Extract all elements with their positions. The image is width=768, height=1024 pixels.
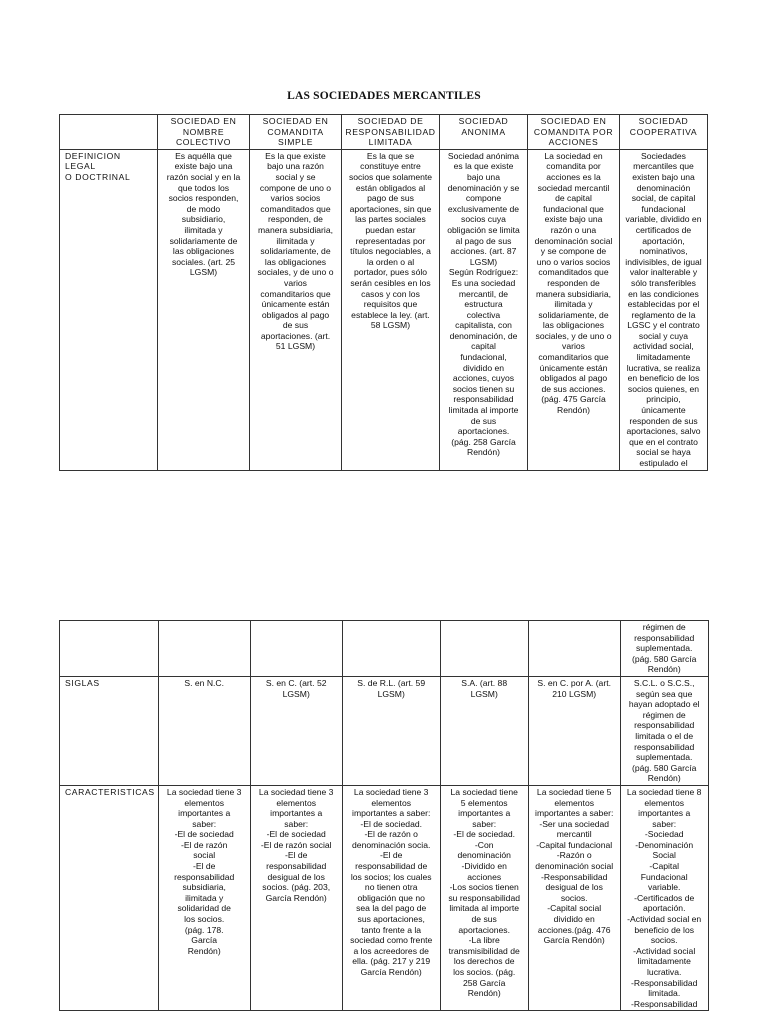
header-row bbox=[60, 115, 708, 150]
header-comandita-acciones: SOCIEDAD EN COMANDITA POR ACCIONES bbox=[528, 115, 620, 150]
table-cell: S. en C. por A. (art. 210 LGSM) bbox=[528, 676, 620, 785]
table-row bbox=[60, 676, 709, 785]
table-cell: régimen de responsabilidad suplementada. (pág. 580 García Rendón) bbox=[620, 621, 708, 677]
table-cell: Sociedades mercantiles que existen bajo una denominación social, de capital fundacional variable, dividido en certificados de aportación, nominativos, indivisibles, de igual valor inalterable y sólo transferibles en las condiciones establecidas por el reglamento de la LGSC y el contrato social y cuya actividad social, limitadamente lucrativa, se realiza en beneficio de los socios quienes, en principio, únicamente responden de sus aportaciones, salvo que en el contrato social se haya estipulado el bbox=[620, 149, 708, 470]
table-cell bbox=[250, 621, 342, 677]
header-cooperativa: SOCIEDAD COOPERATIVA bbox=[620, 115, 708, 150]
table-cell: S. de R.L. (art. 59 LGSM) bbox=[342, 676, 440, 785]
header-anonima: SOCIEDAD ANONIMA bbox=[440, 115, 528, 150]
table-cell: La sociedad tiene 3 elementos importantes a saber: -El de sociedad -El de razón social -El de responsabilidad desigual de los socios. (pág. 203, García Rendón) bbox=[250, 785, 342, 1010]
table-cell bbox=[440, 621, 528, 677]
comparison-table-part-1 bbox=[59, 114, 708, 471]
table-cell: La sociedad tiene 3 elementos importantes a saber: -El de sociedad. -El de razón o denominación socia. -El de responsabilidad de los socios; los cuales no tienen otra obligación que no sea la del pago de sus aportaciones, tanto frente a la sociedad como frente a los acreedores de ella. (pág. 217 y 219 García Rendón) bbox=[342, 785, 440, 1010]
table-cell: La sociedad tiene 5 elementos importantes a saber: -El de sociedad. -Con denominación -Dividido en acciones -Los socios tienen su responsabilidad limitada al importe de sus aportaciones. -La libre transmisibilidad de los derechos de los socios. (pág. 258 García Rendón) bbox=[440, 785, 528, 1010]
table-cell: Es la que se constituye entre socios que solamente están obligados al pago de sus aportaciones, sin que las partes sociales puedan estar representadas por títulos negociables, a la orden o al portador, pues sólo serán cesibles en los casos y con los requisitos que establece la ley. (art. 58 LGSM) bbox=[342, 149, 440, 470]
table-row bbox=[60, 785, 709, 1010]
table-cell: La sociedad tiene 8 elementos importantes a saber: -Sociedad -Denominación Social -Capital Fundacional variable. -Certificados de aportación. -Actividad social en beneficio de los socios. -Actividad social limitadamente lucrativa. -Responsabilidad limitada. -Responsabilidad bbox=[620, 785, 708, 1010]
table-cell: La sociedad en comandita por acciones es la sociedad mercantil de capital fundacional que existe bajo una razón o una denominación social y se compone de uno o varios socios comanditados que responden de manera subsidiaria, ilimitada y solidariamente, de las obligaciones sociales, y de uno o varios comanditarios que únicamente están obligados al pago de sus acciones. (pág. 475 García Rendón) bbox=[528, 149, 620, 470]
table-cell: S. en N.C. bbox=[158, 676, 250, 785]
header-comandita-simple: SOCIEDAD EN COMANDITA SIMPLE bbox=[250, 115, 342, 150]
table-cell: S.C.L. o S.C.S., según sea que hayan adoptado el régimen de responsabilidad limitada o el de responsabilidad suplementada. (pág. 580 García Rendón) bbox=[620, 676, 708, 785]
row-label-caracteristicas: CARACTERISTICAS bbox=[60, 785, 159, 1010]
header-nombre-colectivo: SOCIEDAD EN NOMBRE COLECTIVO bbox=[158, 115, 250, 150]
table-cell: Es aquélla que existe bajo una razón social y en la que todos los socios responden, de modo subsidiario, ilimitada y solidariamente de las obligaciones sociales. (art. 25 LGSM) bbox=[158, 149, 250, 470]
table-row bbox=[60, 621, 709, 677]
table-cell: S.A. (art. 88 LGSM) bbox=[440, 676, 528, 785]
row-label-empty bbox=[60, 621, 159, 677]
page-title: LAS SOCIEDADES MERCANTILES bbox=[287, 90, 481, 102]
table-cell: La sociedad tiene 5 elementos importantes a saber: -Ser una sociedad mercantil -Capital fundacional -Razón o denominación social -Responsabilidad desigual de los socios. -Capital social dividido en acciones.(pág. 476 García Rendón) bbox=[528, 785, 620, 1010]
comparison-table-part-2 bbox=[59, 620, 709, 1011]
table-cell bbox=[528, 621, 620, 677]
table-cell: Sociedad anónima es la que existe bajo una denominación y se compone exclusivamente de socios cuya obligación se limita al pago de sus acciones. (art. 87 LGSM) Según Rodríguez: Es una sociedad mercantil, de estructura colectiva capitalista, con denominación, de capital fundacional, dividido en acciones, cuyos socios tienen su responsabilidad limitada al importe de sus aportaciones. (pág. 258 García Rendón) bbox=[440, 149, 528, 470]
table-cell bbox=[342, 621, 440, 677]
row-label-siglas: SIGLAS bbox=[60, 676, 159, 785]
corner-cell bbox=[60, 115, 158, 150]
table-row bbox=[60, 149, 708, 470]
table-cell: La sociedad tiene 3 elementos importantes a saber: -El de sociedad -El de razón social -El de responsabilidad subsidiaria, ilimitada y solidaridad de los socios. (pág. 178. García Rendón) bbox=[158, 785, 250, 1010]
table-cell: Es la que existe bajo una razón social y se compone de uno o varios socios comanditados que responden, de manera subsidiaria, ilimitada y solidariamente, de las obligaciones sociales, y de uno o varios comanditarios que únicamente están obligados al pago de sus aportaciones. (art. 51 LGSM) bbox=[250, 149, 342, 470]
row-label-definicion: DEFINICION LEGAL O DOCTRINAL bbox=[60, 149, 158, 470]
table-cell bbox=[158, 621, 250, 677]
table-cell: S. en C. (art. 52 LGSM) bbox=[250, 676, 342, 785]
header-responsabilidad-limitada: SOCIEDAD DE RESPONSABILIDAD LIMITADA bbox=[342, 115, 440, 150]
